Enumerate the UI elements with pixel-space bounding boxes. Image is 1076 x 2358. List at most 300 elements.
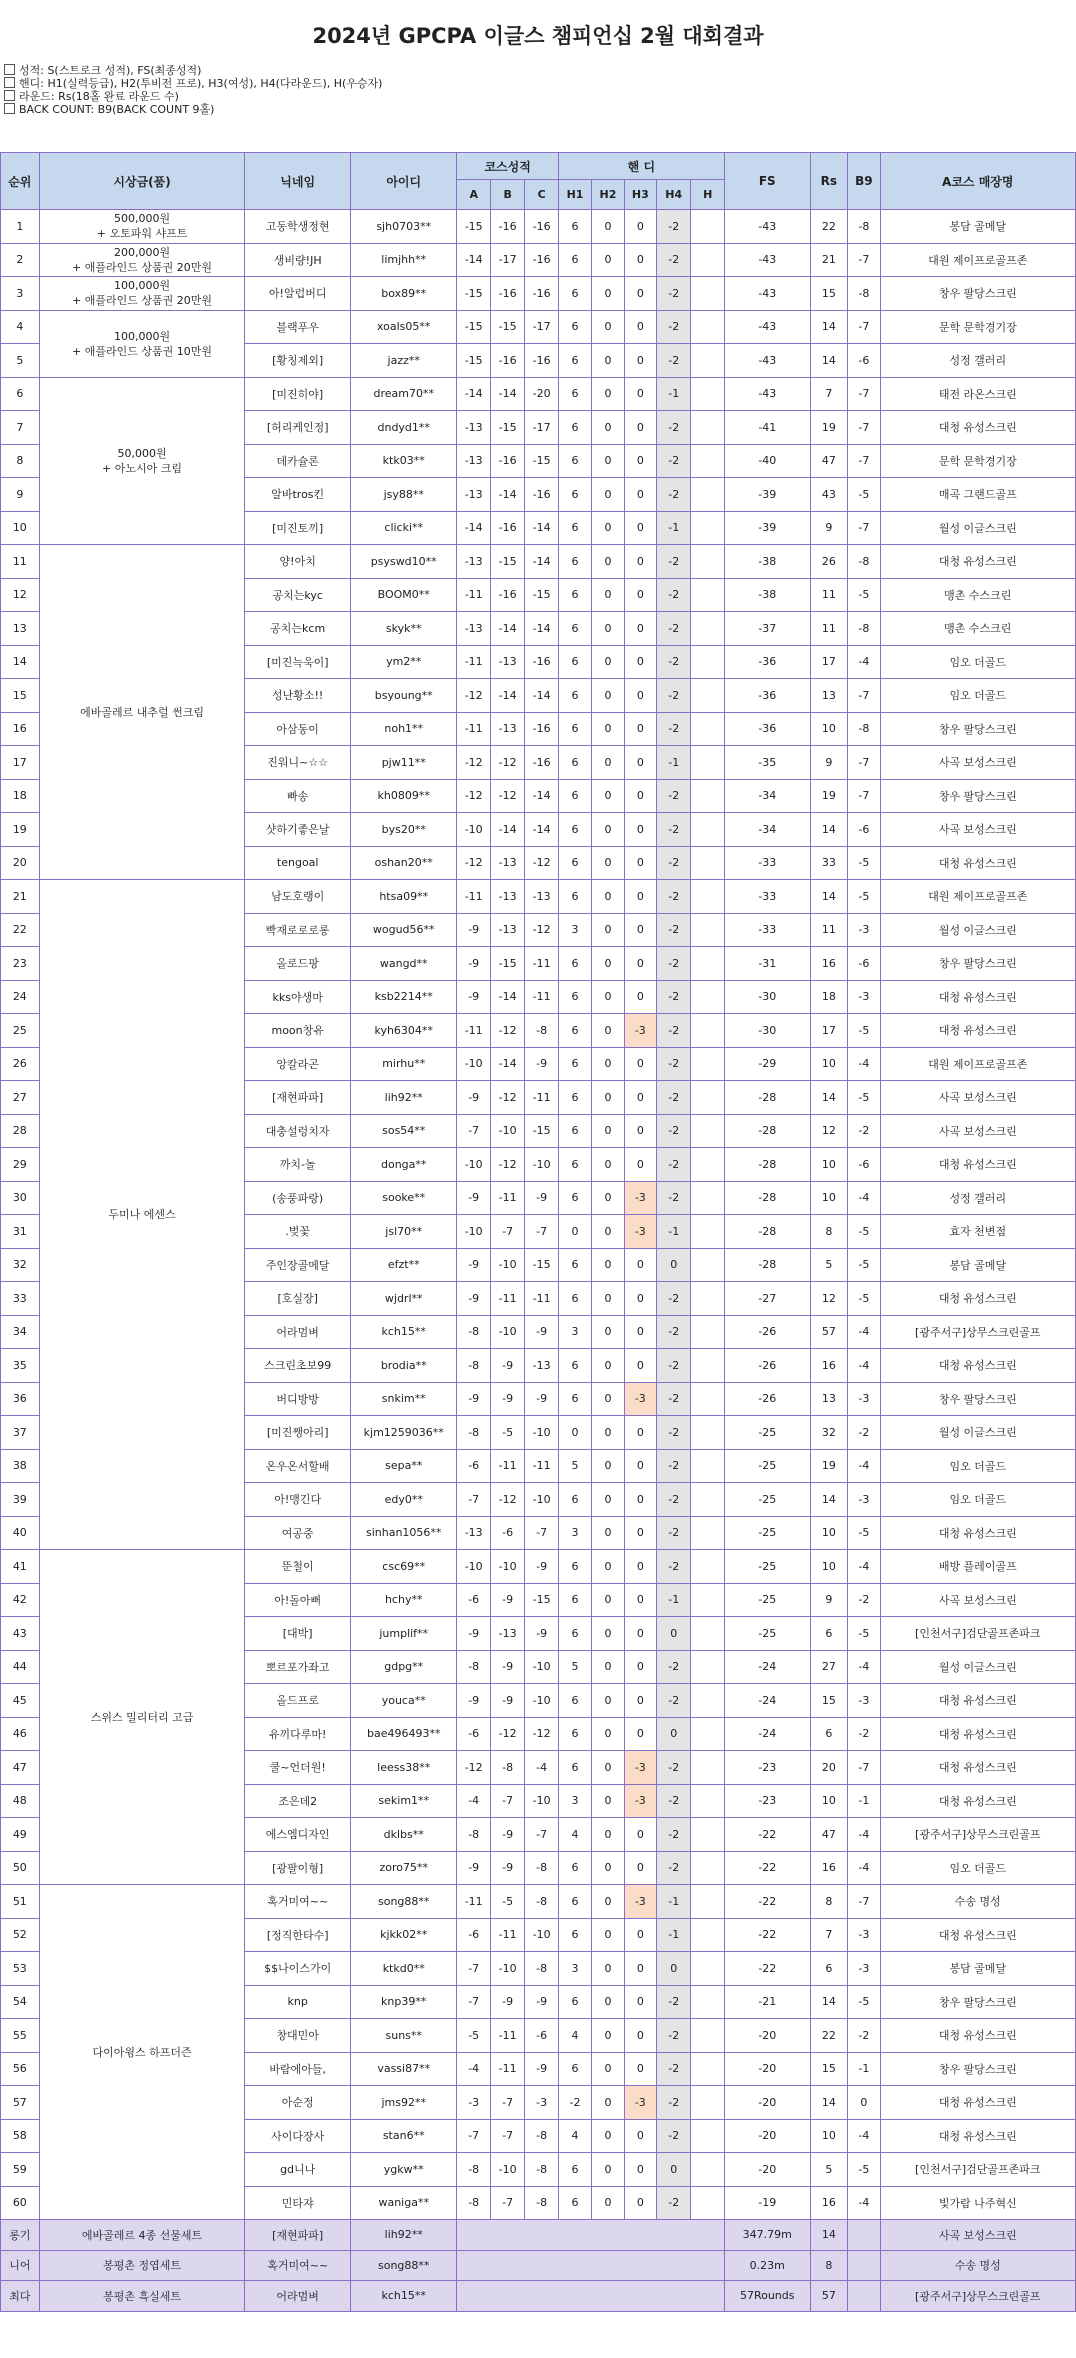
rs-cell: 14: [810, 2086, 848, 2120]
store-cell: 대원 제이프로골프존: [880, 1047, 1075, 1081]
rank-cell: 44: [1, 1650, 40, 1684]
nickname-cell: 샷하기좋은날: [245, 813, 351, 847]
nickname-cell: [미진토끼]: [245, 511, 351, 545]
h4-cell: -2: [657, 1684, 691, 1718]
rs-cell: 14: [810, 2220, 848, 2251]
store-cell: 태전 라온스크린: [880, 377, 1075, 411]
score-b-cell: -16: [490, 578, 524, 612]
score-a-cell: -12: [457, 746, 490, 780]
rank-cell: 34: [1, 1315, 40, 1349]
b9-cell: 0: [848, 2086, 880, 2120]
h2-cell: 0: [592, 612, 624, 646]
score-c-cell: -15: [525, 444, 558, 478]
fs-cell: -28: [724, 1181, 810, 1215]
h-cell: [691, 1315, 724, 1349]
rank-cell: 47: [1, 1751, 40, 1785]
b9-cell: -6: [848, 813, 880, 847]
score-b-cell: -14: [490, 813, 524, 847]
nickname-cell: 바람에아들,: [245, 2052, 351, 2086]
h4-cell: 0: [657, 1717, 691, 1751]
b9-cell: -3: [848, 1918, 880, 1952]
rs-cell: 5: [810, 2153, 848, 2187]
h-cell: [691, 578, 724, 612]
h2-cell: 0: [592, 1650, 624, 1684]
store-cell: 임오 더골드: [880, 645, 1075, 679]
rank-cell: 21: [1, 880, 40, 914]
b9-cell: -5: [848, 1282, 880, 1316]
store-cell: 대원 제이프로골프존: [880, 880, 1075, 914]
rank-cell: 4: [1, 310, 40, 344]
b9-cell: -4: [848, 1851, 880, 1885]
table-row: [1, 277, 1076, 311]
store-cell: 대청 유성스크린: [880, 1751, 1075, 1785]
score-c-cell: -16: [525, 277, 558, 311]
score-a-cell: -8: [457, 1416, 490, 1450]
store-cell: 사곡 보성스크린: [880, 1081, 1075, 1115]
id-cell: bys20**: [350, 813, 457, 847]
h1-cell: 6: [558, 1349, 591, 1383]
store-cell: 사곡 보성스크린: [880, 813, 1075, 847]
score-a-cell: -11: [457, 880, 490, 914]
h2-cell: 0: [592, 1818, 624, 1852]
h1-cell: 6: [558, 243, 591, 277]
h1-cell: 3: [558, 913, 591, 947]
id-cell: knp39**: [350, 1985, 457, 2019]
score-a-cell: -11: [457, 645, 490, 679]
score-c-cell: -16: [525, 645, 558, 679]
rs-cell: 13: [810, 679, 848, 713]
score-c-cell: -15: [525, 1114, 558, 1148]
special-award-row: [1, 2220, 1076, 2251]
checkbox-icon: [4, 77, 15, 88]
rank-cell: 24: [1, 980, 40, 1014]
score-b-cell: -8: [490, 1751, 524, 1785]
nickname-cell: 남도호랭이: [245, 880, 351, 914]
h1-cell: 6: [558, 344, 591, 378]
h3-cell: 0: [624, 2186, 656, 2220]
h1-cell: 6: [558, 1583, 591, 1617]
rank-cell: 18: [1, 779, 40, 813]
score-a-cell: -9: [457, 1617, 490, 1651]
h-cell: [691, 1985, 724, 2019]
h4-cell: -2: [657, 645, 691, 679]
h2-cell: 0: [592, 1382, 624, 1416]
h4-cell: -2: [657, 612, 691, 646]
store-cell: [광주서구]상무스크린골프: [880, 1315, 1075, 1349]
rs-cell: 19: [810, 779, 848, 813]
empty-cell: [848, 2220, 880, 2251]
empty-cell: [457, 2220, 724, 2251]
h2-cell: 0: [592, 2186, 624, 2220]
h1-cell: 6: [558, 310, 591, 344]
nickname-cell: 빡재로로로롱: [245, 913, 351, 947]
rank-cell: 42: [1, 1583, 40, 1617]
h4-cell: -2: [657, 1282, 691, 1316]
h4-cell: -1: [657, 511, 691, 545]
store-cell: 봉담 골메달: [880, 210, 1075, 244]
h2-cell: 0: [592, 1315, 624, 1349]
nickname-cell: 어라멈벼: [245, 1315, 351, 1349]
score-c-cell: -12: [525, 913, 558, 947]
nickname-cell: 올로드팡: [245, 947, 351, 981]
rank-cell: 29: [1, 1148, 40, 1182]
h1-cell: 6: [558, 645, 591, 679]
h-cell: [691, 1550, 724, 1584]
h2-cell: 0: [592, 578, 624, 612]
h2-cell: 0: [592, 444, 624, 478]
nickname-cell: 진워니~☆☆: [245, 746, 351, 780]
h4-cell: 0: [657, 2153, 691, 2187]
fs-cell: -43: [724, 310, 810, 344]
h-cell: [691, 1885, 724, 1919]
h4-cell: -2: [657, 344, 691, 378]
h1-cell: 6: [558, 1918, 591, 1952]
nickname-cell: [황칭제외]: [245, 344, 351, 378]
table-row: [1, 1885, 1076, 1919]
h1-cell: 4: [558, 1818, 591, 1852]
h3-cell: 0: [624, 578, 656, 612]
h1-cell: 6: [558, 1617, 591, 1651]
b9-cell: -1: [848, 2052, 880, 2086]
h1-cell: 6: [558, 779, 591, 813]
h-cell: [691, 1751, 724, 1785]
h3-cell: -3: [624, 1382, 656, 1416]
id-cell: song88**: [350, 1885, 457, 1919]
b9-cell: -7: [848, 243, 880, 277]
h4-cell: -2: [657, 444, 691, 478]
b9-cell: -4: [848, 1650, 880, 1684]
h4-cell: -2: [657, 2019, 691, 2053]
h1-cell: 3: [558, 1315, 591, 1349]
b9-cell: -8: [848, 545, 880, 579]
special-award-row: [1, 2281, 1076, 2312]
rank-cell: 16: [1, 712, 40, 746]
b9-cell: -5: [848, 1215, 880, 1249]
rs-cell: 12: [810, 1282, 848, 1316]
nickname-cell: 빠송: [245, 779, 351, 813]
rank-cell: 58: [1, 2119, 40, 2153]
h2-cell: 0: [592, 1918, 624, 1952]
h3-cell: 0: [624, 545, 656, 579]
nickname-cell: 여공중: [245, 1516, 351, 1550]
store-cell: 임오 더골드: [880, 679, 1075, 713]
b9-cell: -7: [848, 377, 880, 411]
nickname-cell: 혹거미여~~: [245, 2250, 351, 2281]
rank-cell: 60: [1, 2186, 40, 2220]
h-cell: [691, 746, 724, 780]
id-cell: clicki**: [350, 511, 457, 545]
prize-cell: 에바골레르 내추럴 썬크림: [39, 545, 245, 880]
store-cell: 성정 갤러리: [880, 344, 1075, 378]
store-cell: 문학 문학경기장: [880, 310, 1075, 344]
store-cell: 대청 유성스크린: [880, 1014, 1075, 1048]
header-h1: H1: [558, 180, 591, 210]
empty-cell: [457, 2281, 724, 2312]
rs-cell: 14: [810, 310, 848, 344]
h3-cell: 0: [624, 1282, 656, 1316]
h4-cell: -2: [657, 913, 691, 947]
h2-cell: 0: [592, 2119, 624, 2153]
h2-cell: 0: [592, 947, 624, 981]
h4-cell: -2: [657, 478, 691, 512]
fs-cell: -28: [724, 1114, 810, 1148]
h2-cell: 0: [592, 210, 624, 244]
header-b: B: [490, 180, 524, 210]
rank-cell: 52: [1, 1918, 40, 1952]
h3-cell: 0: [624, 2052, 656, 2086]
h4-cell: -2: [657, 1483, 691, 1517]
store-cell: 임오 더골드: [880, 1851, 1075, 1885]
rs-cell: 10: [810, 1148, 848, 1182]
h3-cell: 0: [624, 1449, 656, 1483]
id-cell: wjdrl**: [350, 1282, 457, 1316]
fs-cell: -33: [724, 880, 810, 914]
store-cell: 창우 팔당스크린: [880, 277, 1075, 311]
rs-cell: 11: [810, 913, 848, 947]
b9-cell: -7: [848, 444, 880, 478]
b9-cell: -7: [848, 779, 880, 813]
nickname-cell: 공치는kcm: [245, 612, 351, 646]
rs-cell: 12: [810, 1114, 848, 1148]
h4-cell: -2: [657, 1014, 691, 1048]
score-c-cell: -12: [525, 846, 558, 880]
h2-cell: 0: [592, 913, 624, 947]
h3-cell: 0: [624, 1684, 656, 1718]
score-b-cell: -9: [490, 1349, 524, 1383]
id-cell: ksb2214**: [350, 980, 457, 1014]
h2-cell: 0: [592, 1952, 624, 1986]
score-a-cell: -13: [457, 545, 490, 579]
fs-cell: -35: [724, 746, 810, 780]
score-b-cell: -10: [490, 1550, 524, 1584]
score-b-cell: -14: [490, 478, 524, 512]
score-a-cell: -14: [457, 243, 490, 277]
nickname-cell: moon창유: [245, 1014, 351, 1048]
header-h4: H4: [657, 180, 691, 210]
score-b-cell: -14: [490, 612, 524, 646]
prize-cell: 50,000원 + 아노시아 크림: [39, 377, 245, 545]
h1-cell: 6: [558, 1851, 591, 1885]
store-cell: 성정 갤러리: [880, 1181, 1075, 1215]
score-b-cell: -11: [490, 1282, 524, 1316]
b9-cell: -7: [848, 1885, 880, 1919]
h1-cell: 6: [558, 1985, 591, 2019]
nickname-cell: kks야생마: [245, 980, 351, 1014]
h2-cell: 0: [592, 746, 624, 780]
score-b-cell: -16: [490, 210, 524, 244]
id-cell: jsl70**: [350, 1215, 457, 1249]
score-b-cell: -9: [490, 1382, 524, 1416]
store-cell: 문학 문학경기장: [880, 444, 1075, 478]
fs-cell: -22: [724, 1918, 810, 1952]
id-cell: sjh0703**: [350, 210, 457, 244]
legend-notes: [4, 64, 382, 116]
h1-cell: 6: [558, 2153, 591, 2187]
score-a-cell: -15: [457, 210, 490, 244]
rank-cell: 37: [1, 1416, 40, 1450]
id-cell: pjw11**: [350, 746, 457, 780]
score-c-cell: -20: [525, 377, 558, 411]
table-row: [1, 545, 1076, 579]
b9-cell: -3: [848, 1952, 880, 1986]
b9-cell: -6: [848, 344, 880, 378]
h3-cell: -3: [624, 1215, 656, 1249]
score-a-cell: -15: [457, 344, 490, 378]
h1-cell: 6: [558, 2186, 591, 2220]
h-cell: [691, 1516, 724, 1550]
id-cell: dklbs**: [350, 1818, 457, 1852]
rs-cell: 14: [810, 813, 848, 847]
score-c-cell: -10: [525, 1416, 558, 1450]
nickname-cell: 창대민아: [245, 2019, 351, 2053]
table-row: [1, 1550, 1076, 1584]
rs-cell: 10: [810, 712, 848, 746]
fs-cell: -33: [724, 846, 810, 880]
b9-cell: -4: [848, 2119, 880, 2153]
fs-cell: -22: [724, 1851, 810, 1885]
h-cell: [691, 1014, 724, 1048]
store-cell: 맹촌 수스크린: [880, 612, 1075, 646]
h-cell: [691, 913, 724, 947]
rs-cell: 11: [810, 612, 848, 646]
fs-cell: -25: [724, 1483, 810, 1517]
id-cell: kjkk02**: [350, 1918, 457, 1952]
score-c-cell: -8: [525, 2186, 558, 2220]
store-cell: 대청 유성스크린: [880, 1918, 1075, 1952]
score-c-cell: -14: [525, 679, 558, 713]
nickname-cell: (송풍파랑): [245, 1181, 351, 1215]
store-cell: 봉담 골메달: [880, 1248, 1075, 1282]
fs-cell: -27: [724, 1282, 810, 1316]
score-c-cell: -17: [525, 411, 558, 445]
nickname-cell: [재현파파]: [245, 2220, 351, 2251]
score-b-cell: -11: [490, 2052, 524, 2086]
fs-cell: -20: [724, 2086, 810, 2120]
store-cell: 사곡 보성스크린: [880, 1114, 1075, 1148]
score-b-cell: -13: [490, 712, 524, 746]
nickname-cell: 어라멈벼: [245, 2281, 351, 2312]
record-cell: 0.23m: [724, 2250, 810, 2281]
fs-cell: -24: [724, 1684, 810, 1718]
h4-cell: -2: [657, 813, 691, 847]
score-a-cell: -7: [457, 1952, 490, 1986]
header-prize: 시상금(품): [39, 153, 245, 210]
h2-cell: 0: [592, 880, 624, 914]
score-a-cell: -6: [457, 1717, 490, 1751]
h2-cell: 0: [592, 1583, 624, 1617]
h3-cell: 0: [624, 1416, 656, 1450]
score-a-cell: -10: [457, 1047, 490, 1081]
record-cell: 57Rounds: [724, 2281, 810, 2312]
score-b-cell: -13: [490, 880, 524, 914]
h-cell: [691, 1349, 724, 1383]
h1-cell: 6: [558, 712, 591, 746]
score-c-cell: -4: [525, 1751, 558, 1785]
rs-cell: 26: [810, 545, 848, 579]
h-cell: [691, 344, 724, 378]
table-row: [1, 880, 1076, 914]
h4-cell: -2: [657, 1985, 691, 2019]
fs-cell: -20: [724, 2019, 810, 2053]
fs-cell: -43: [724, 210, 810, 244]
h3-cell: 0: [624, 913, 656, 947]
rank-cell: 5: [1, 344, 40, 378]
b9-cell: -2: [848, 1717, 880, 1751]
b9-cell: -2: [848, 1416, 880, 1450]
nickname-cell: 주인장골메달: [245, 1248, 351, 1282]
b9-cell: -6: [848, 1148, 880, 1182]
h2-cell: 0: [592, 1349, 624, 1383]
h1-cell: 6: [558, 880, 591, 914]
store-cell: [광주서구]상무스크린골프: [880, 2281, 1075, 2312]
score-b-cell: -11: [490, 2019, 524, 2053]
id-cell: edy0**: [350, 1483, 457, 1517]
score-b-cell: -6: [490, 1516, 524, 1550]
h-cell: [691, 813, 724, 847]
rs-cell: 8: [810, 1885, 848, 1919]
score-a-cell: -5: [457, 2019, 490, 2053]
header-b9: B9: [848, 153, 880, 210]
h3-cell: 0: [624, 813, 656, 847]
fs-cell: -30: [724, 1014, 810, 1048]
h3-cell: 0: [624, 2119, 656, 2153]
score-c-cell: -16: [525, 712, 558, 746]
h2-cell: 0: [592, 1684, 624, 1718]
h4-cell: -2: [657, 679, 691, 713]
id-cell: jumplif**: [350, 1617, 457, 1651]
nickname-cell: 뽀르포가좌고: [245, 1650, 351, 1684]
score-c-cell: -9: [525, 1382, 558, 1416]
fs-cell: -40: [724, 444, 810, 478]
h-cell: [691, 1181, 724, 1215]
h1-cell: 6: [558, 210, 591, 244]
h3-cell: 0: [624, 1952, 656, 1986]
h3-cell: -3: [624, 1181, 656, 1215]
h4-cell: -2: [657, 846, 691, 880]
store-cell: 창우 팔당스크린: [880, 1985, 1075, 2019]
prize-cell: 두미나 에센스: [39, 880, 245, 1550]
score-b-cell: -14: [490, 679, 524, 713]
score-c-cell: -3: [525, 2086, 558, 2120]
rs-cell: 9: [810, 746, 848, 780]
id-cell: ym2**: [350, 645, 457, 679]
score-a-cell: -8: [457, 2186, 490, 2220]
h1-cell: 6: [558, 1181, 591, 1215]
prize-cell: 500,000원 + 오토파워 샤프트: [39, 210, 245, 244]
score-b-cell: -11: [490, 1181, 524, 1215]
store-cell: 효자 천변점: [880, 1215, 1075, 1249]
h1-cell: 6: [558, 478, 591, 512]
h2-cell: 0: [592, 511, 624, 545]
score-b-cell: -10: [490, 2153, 524, 2187]
rs-cell: 10: [810, 1784, 848, 1818]
store-cell: 대청 유성스크린: [880, 1784, 1075, 1818]
rank-cell: 35: [1, 1349, 40, 1383]
score-a-cell: -7: [457, 1985, 490, 2019]
h1-cell: 6: [558, 679, 591, 713]
note-backcount: BACK COUNT: B9(BACK COUNT 9홀): [4, 103, 382, 116]
h-cell: [691, 2086, 724, 2120]
h-cell: [691, 310, 724, 344]
h2-cell: 0: [592, 813, 624, 847]
score-c-cell: -9: [525, 1315, 558, 1349]
h4-cell: -2: [657, 578, 691, 612]
h3-cell: 0: [624, 746, 656, 780]
rank-cell: 32: [1, 1248, 40, 1282]
score-b-cell: -16: [490, 511, 524, 545]
h3-cell: 0: [624, 1818, 656, 1852]
h1-cell: 6: [558, 1483, 591, 1517]
